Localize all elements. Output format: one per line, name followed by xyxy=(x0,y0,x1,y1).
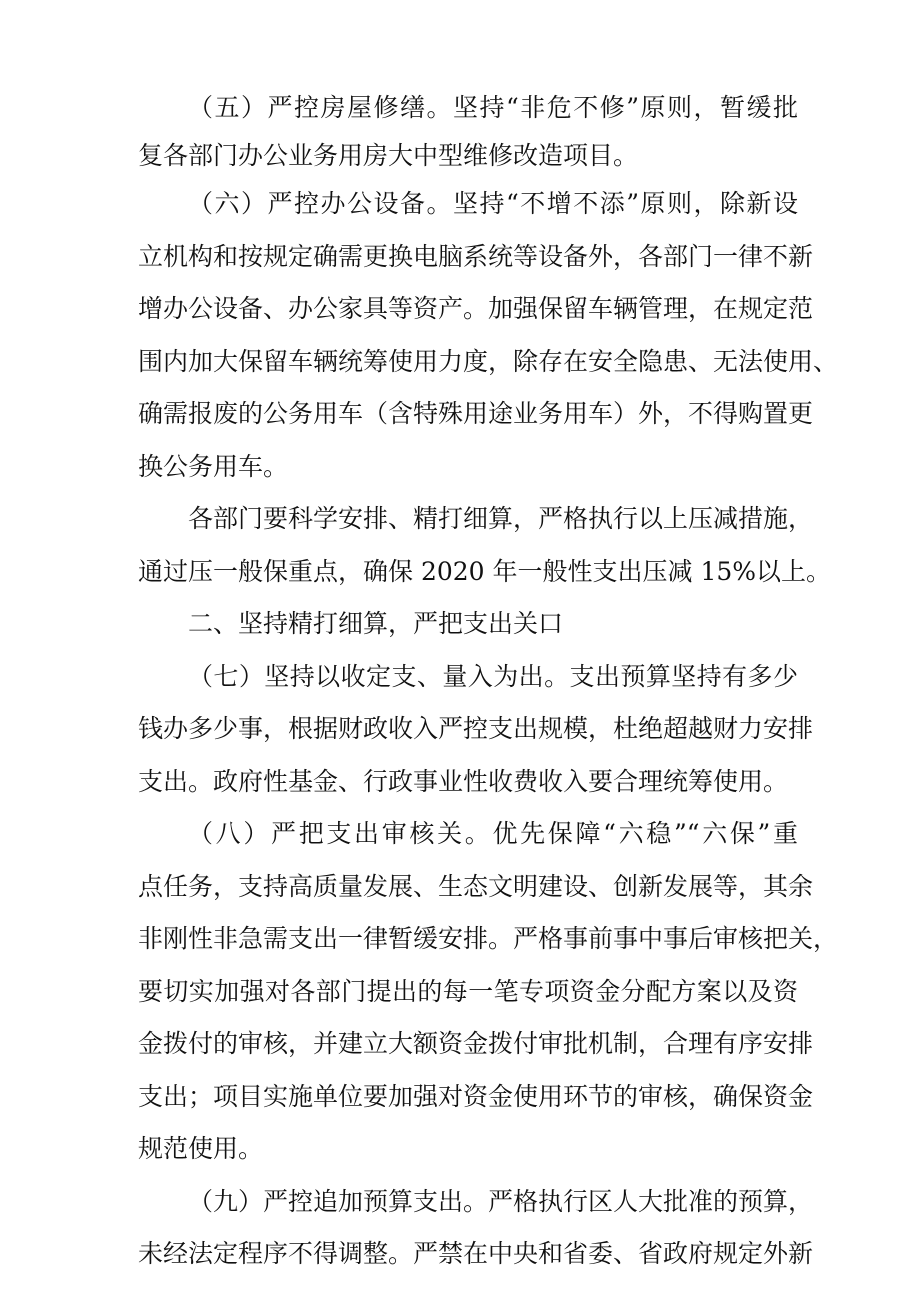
text-line: （六）严控办公设备。坚持“不增不添”原则，除新设 xyxy=(188,189,798,218)
text-line: 要切实加强对各部门提出的每一笔专项资金分配方案以及资 xyxy=(138,977,798,1006)
text-line: 复各部门办公业务用房大中型维修改造项目。 xyxy=(138,141,639,170)
text-line: 增办公设备、办公家具等资产。加强保留车辆管理，在规定范 xyxy=(138,294,814,323)
text-line: （五）严控房屋修缮。坚持“非危不修”原则，暂缓批 xyxy=(188,93,798,122)
text-line: 金拨付的审核，并建立大额资金拨付审批机制，合理有序安排 xyxy=(138,1029,814,1058)
text-line: 未经法定程序不得调整。严禁在中央和省委、省政府规定外新 xyxy=(138,1239,814,1268)
text-line: 通过压一般保重点，确保 2020 年一般性支出压减 15%以上。 xyxy=(138,557,832,586)
section-heading: 二、坚持精打细算，严把支出关口 xyxy=(188,609,564,638)
text-line: 围内加大保留车辆统筹使用力度，除存在安全隐患、无法使用、 xyxy=(138,347,839,376)
text-line: （九）严控追加预算支出。严格执行区人大批准的预算， xyxy=(188,1187,814,1216)
text-line: 点任务，支持高质量发展、生态文明建设、创新发展等，其余 xyxy=(138,872,814,901)
text-line: 支出。政府性基金、行政事业性收费收入要合理统筹使用。 xyxy=(138,767,789,796)
text-line: （七）坚持以收定支、量入为出。支出预算坚持有多少 xyxy=(188,662,798,691)
text-line: 支出；项目实施单位要加强对资金使用环节的审核，确保资金 xyxy=(138,1082,814,1111)
text-line: （八）严把支出审核关。优先保障“六稳”“六保”重 xyxy=(188,819,798,848)
text-line: 非刚性非急需支出一律暂缓安排。严格事前事中事后审核把关， xyxy=(138,924,839,953)
text-line: 换公务用车。 xyxy=(138,452,289,481)
text-line: 规范使用。 xyxy=(138,1134,264,1163)
text-line: 立机构和按规定确需更换电脑系统等设备外，各部门一律不新 xyxy=(138,242,814,271)
text-line: 确需报废的公务用车（含特殊用途业务用车）外，不得购置更 xyxy=(138,399,814,428)
text-line: 钱办多少事，根据财政收入严控支出规模，杜绝超越财力安排 xyxy=(138,714,814,743)
text-line: 各部门要科学安排、精打细算，严格执行以上压减措施， xyxy=(188,504,814,533)
